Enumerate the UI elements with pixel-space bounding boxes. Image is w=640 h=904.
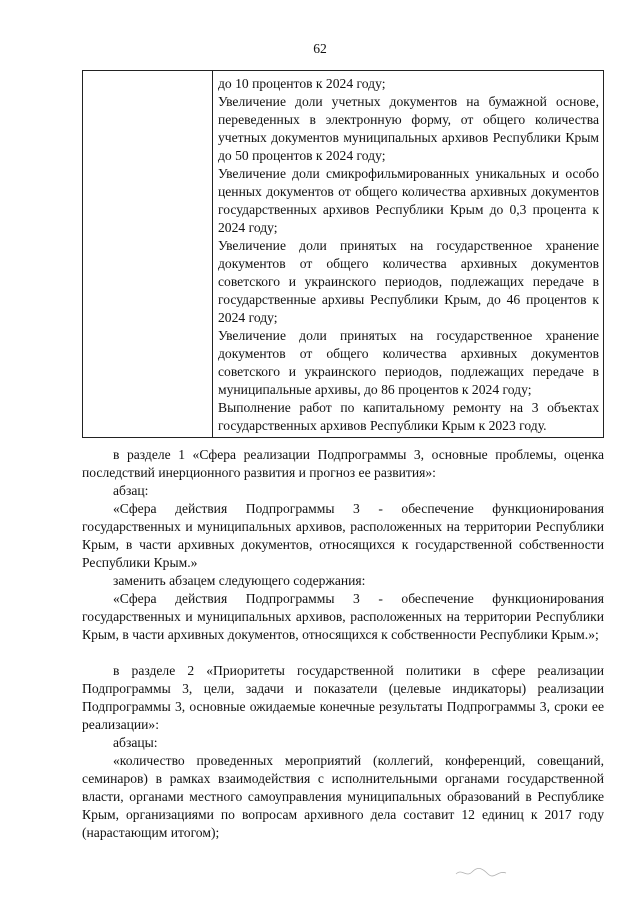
table-line: Увеличение доли смикрофильмированных уникальных и особо ценных документов от общего количества архивных документов государственных архивов Республики Крым до 0,3 процента к 2024 году;	[218, 166, 599, 235]
section2-intro: в разделе 2 «Приоритеты государственной политики в сфере реализации Подпрограммы 3, цели, задачи и показатели (целевые индикаторы) реализации Подпрограммы 3, основные ожидаемые конечные результаты Подпрограммы 3, сроки ее реализации»:	[82, 663, 604, 732]
replace-label: заменить абзацем следующего содержания:	[113, 573, 366, 588]
table-line: до 10 процентов к 2024 году;	[218, 76, 386, 91]
handwritten-mark	[454, 862, 514, 882]
table-line: Увеличение доли учетных документов на бумажной основе, переведенных в электронную форму, от общего количества учетных документов муниципальных архивов Республики Крым до 50 процентов к 2024 году;	[218, 94, 599, 163]
table-line: Увеличение доли принятых на государственное хранение документов от общего количества архивных документов советского и украинского периодов, подлежащих передаче в государственные архивы Республики Крым, до 46 процентов к 2024 году;	[218, 238, 599, 325]
page-number: 62	[313, 41, 327, 56]
old-paragraph: «Сфера действия Подпрограммы 3 - обеспечение функционирования государственных и муниципальных архивов, расположенных на территории Республики Крым, в части архивных документов, относящихся к государственной собственности Республики Крым.»	[82, 501, 604, 570]
continuation-table	[82, 70, 604, 438]
new-paragraph: «Сфера действия Подпрограммы 3 - обеспечение функционирования государственных и муниципальных архивов, расположенных на территории Республики Крым, в части архивных документов, относящихся к собственности Республики Крым.»;	[82, 591, 604, 642]
section1-intro: в разделе 1 «Сфера реализации Подпрограммы 3, основные проблемы, оценка последствий инерционного развития и прогноз ее развития»:	[82, 447, 604, 480]
abzacy-label: абзацы:	[113, 735, 158, 750]
abzac-label: абзац:	[113, 483, 149, 498]
table-left-cell	[83, 71, 213, 437]
table-right-cell	[213, 71, 603, 437]
table-line: Увеличение доли принятых на государственное хранение документов от общего количества архивных документов советского и украинского периодов, подлежащих передаче в муниципальные архивы, до 86 процентов к 2024 году;	[218, 328, 599, 397]
table-line: Выполнение работ по капитальному ремонту на 3 объектах государственных архивов Республики Крым к 2023 году.	[218, 400, 599, 433]
document-body	[82, 446, 604, 842]
quote-paragraph: «количество проведенных мероприятий (коллегий, конференций, совещаний, семинаров) в рамках взаимодействия с исполнительными органами государственной власти, органами местного самоуправления муниципальных образований в Республике Крым, организациями по вопросам архивного дела составит 12 единиц к 2017 году (нарастающим итогом);	[82, 753, 604, 840]
